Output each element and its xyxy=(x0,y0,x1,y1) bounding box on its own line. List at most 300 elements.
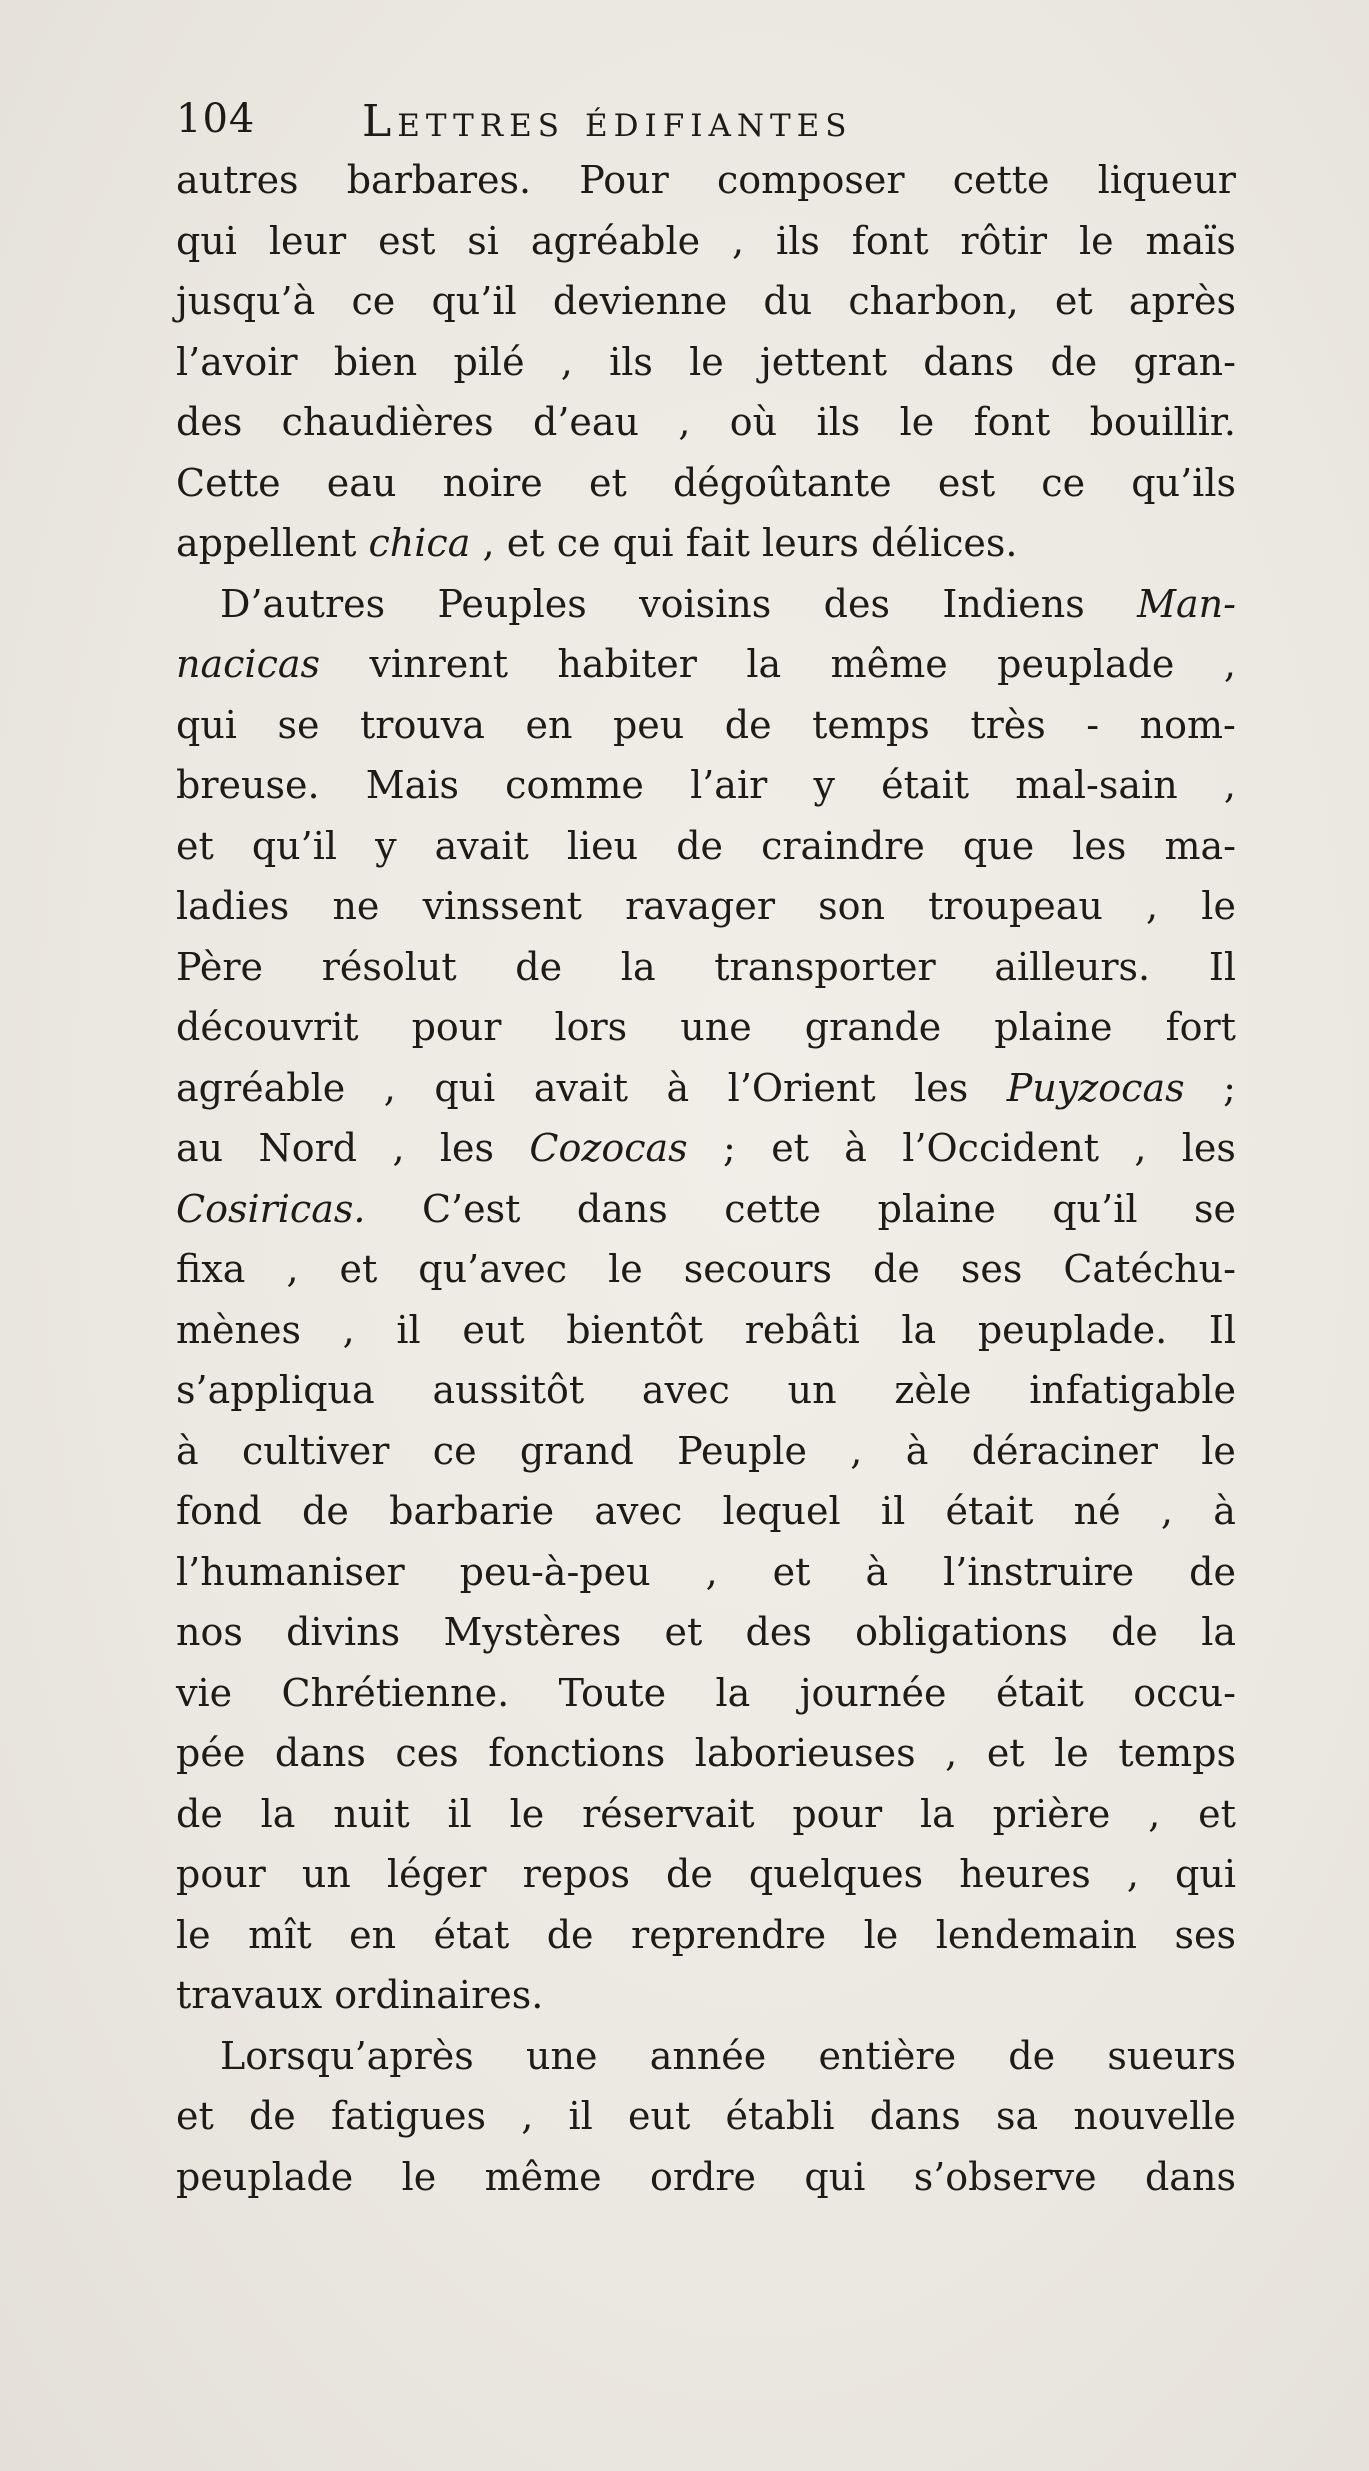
text-line xyxy=(176,1360,1236,1421)
text-line xyxy=(176,2147,1236,2208)
word: plaine xyxy=(877,1186,996,1231)
word: du xyxy=(763,279,813,323)
word: pée xyxy=(176,1731,246,1775)
word: s’appliqua xyxy=(176,1368,375,1412)
word: dans xyxy=(576,1186,668,1231)
word: une xyxy=(526,2033,598,2078)
word: ce xyxy=(1041,460,1086,505)
word: sa xyxy=(995,2094,1039,2138)
word: eut xyxy=(462,1307,525,1352)
text-line xyxy=(176,574,1236,635)
word: gran- xyxy=(1133,339,1236,384)
word: le xyxy=(689,339,724,384)
word: le xyxy=(899,400,935,444)
word: , xyxy=(1223,642,1236,686)
word: avait xyxy=(533,1065,629,1110)
word: les xyxy=(439,1126,495,1170)
word: Il xyxy=(1208,944,1236,989)
word: , xyxy=(732,218,745,263)
word: , xyxy=(678,400,691,444)
word: bouillir. xyxy=(1089,400,1236,444)
word: , xyxy=(392,1126,405,1170)
word: devienne xyxy=(552,279,728,323)
word: et xyxy=(772,1549,811,1594)
word: ils xyxy=(816,400,861,444)
text-line xyxy=(176,1300,1236,1361)
word: grande xyxy=(804,1005,942,1049)
word: , xyxy=(1223,763,1236,807)
word: font xyxy=(851,218,929,263)
word: le xyxy=(1054,1731,1089,1775)
text-line xyxy=(176,271,1236,332)
word: et xyxy=(986,1731,1025,1775)
word: cette xyxy=(952,158,1050,202)
word: font xyxy=(973,400,1051,444)
word: infatigable xyxy=(1029,1368,1236,1412)
word: Chrétienne. xyxy=(281,1670,510,1715)
word: léger xyxy=(386,1852,487,1896)
word: , xyxy=(1126,1852,1139,1896)
text-line xyxy=(176,2026,1236,2087)
word: pour xyxy=(411,1005,502,1049)
word: ce xyxy=(432,1428,477,1473)
word: établi xyxy=(725,2094,835,2138)
word: nos xyxy=(176,1610,243,1654)
word: une xyxy=(680,1005,752,1049)
word: et xyxy=(664,1610,703,1654)
word: et xyxy=(506,521,545,565)
word: était xyxy=(881,763,970,807)
word: le xyxy=(608,1247,643,1291)
word: obligations xyxy=(855,1610,1068,1654)
text-line xyxy=(176,816,1236,877)
word: et xyxy=(339,1247,378,1291)
word: réservait xyxy=(582,1791,755,1836)
word: aussitôt xyxy=(432,1368,585,1412)
word: fait xyxy=(685,521,750,565)
word: charbon, xyxy=(848,279,1019,323)
word: des xyxy=(176,400,243,444)
word: dans xyxy=(1144,2154,1236,2199)
word: ; xyxy=(1223,1065,1236,1110)
word: qu’avec xyxy=(418,1247,568,1291)
word: peu-à-peu xyxy=(459,1549,651,1594)
word: qui xyxy=(176,702,237,747)
word: bientôt xyxy=(566,1307,704,1352)
text-line xyxy=(176,1239,1236,1300)
word: journée xyxy=(799,1670,947,1715)
word: de xyxy=(1111,1610,1158,1654)
word: , xyxy=(945,1731,958,1775)
word: résolut xyxy=(321,944,457,989)
word: le xyxy=(863,1912,899,1957)
word: dans xyxy=(869,2094,961,2138)
word: eau xyxy=(326,460,397,505)
text-line xyxy=(176,1784,1236,1845)
text-line xyxy=(176,1723,1236,1784)
word: , xyxy=(383,1065,396,1110)
word: noire xyxy=(442,460,543,505)
text-line xyxy=(176,211,1236,272)
text-line xyxy=(176,332,1236,393)
word: à xyxy=(1213,1489,1236,1533)
word: chaudières xyxy=(281,400,494,444)
word: l’Occident xyxy=(902,1126,1099,1170)
word: la xyxy=(620,944,656,989)
word: temps xyxy=(812,702,930,747)
word: maïs xyxy=(1145,218,1236,263)
word: un xyxy=(787,1368,837,1412)
word: quelques xyxy=(748,1852,924,1896)
word: dans xyxy=(923,339,1015,384)
word: l’Orient xyxy=(727,1065,876,1110)
word: et xyxy=(1054,279,1093,323)
word: à xyxy=(865,1549,889,1594)
word: y xyxy=(375,823,397,868)
page-number: 104 xyxy=(176,96,256,142)
word: mal-sain xyxy=(1015,763,1178,807)
word: ce xyxy=(351,279,396,323)
word: de xyxy=(515,944,563,989)
word: il xyxy=(568,2094,593,2138)
word: , xyxy=(850,1428,863,1473)
word: de xyxy=(676,823,724,868)
word: d’eau xyxy=(533,400,640,444)
word: , xyxy=(1148,1791,1161,1836)
word: Mystères xyxy=(443,1610,622,1654)
word: après xyxy=(1128,279,1236,323)
word: trouva xyxy=(360,702,485,747)
word: rôtir xyxy=(960,218,1048,263)
word: des xyxy=(745,1610,812,1654)
word: découvrit xyxy=(176,1005,359,1049)
word: qu’il xyxy=(1052,1186,1138,1231)
word: - xyxy=(1086,702,1100,747)
text-line xyxy=(176,1118,1236,1179)
text-line xyxy=(176,1179,1236,1240)
word: avec xyxy=(594,1489,683,1533)
word: dans xyxy=(274,1731,366,1775)
word: avec xyxy=(641,1368,730,1412)
word: à xyxy=(176,1428,199,1473)
word: état xyxy=(433,1912,510,1957)
word: de xyxy=(546,1912,594,1957)
italic-word: Puyzocas xyxy=(1006,1065,1185,1110)
word: divins xyxy=(286,1610,401,1654)
word: son xyxy=(818,884,885,928)
word: que xyxy=(962,823,1035,868)
word: très xyxy=(970,702,1046,747)
word: Nord xyxy=(258,1126,358,1170)
word: avait xyxy=(434,823,529,868)
word: vinrent xyxy=(369,642,508,686)
word: ses xyxy=(1174,1912,1236,1957)
word: il xyxy=(447,1791,472,1836)
word: C’est xyxy=(421,1186,521,1231)
word: en xyxy=(349,1912,397,1957)
word: vie xyxy=(176,1670,233,1715)
word: pour xyxy=(792,1791,883,1836)
word: ce xyxy=(556,521,601,565)
text-line xyxy=(176,1542,1236,1603)
word: cultiver xyxy=(241,1428,390,1473)
word: lendemain xyxy=(935,1912,1137,1957)
word: le xyxy=(509,1791,545,1836)
word: fatigues xyxy=(331,2094,486,2138)
text-line xyxy=(176,1965,1236,2026)
word: et xyxy=(176,823,214,868)
word: ailleurs. xyxy=(994,944,1151,989)
word: fort xyxy=(1165,1005,1236,1049)
word: se xyxy=(1194,1186,1236,1231)
word: était xyxy=(995,1670,1084,1715)
word: les xyxy=(914,1065,969,1110)
word: Cette xyxy=(176,460,281,505)
word: , xyxy=(705,1549,718,1594)
word: Toute xyxy=(558,1670,667,1715)
word: à xyxy=(905,1428,929,1473)
word: est xyxy=(937,460,996,505)
word: leur xyxy=(268,218,347,263)
word: , xyxy=(1134,1126,1147,1170)
word: les xyxy=(1181,1126,1236,1170)
word: zèle xyxy=(894,1368,972,1412)
word: la xyxy=(901,1307,937,1352)
word: même xyxy=(484,2154,602,2199)
word: Catéchu- xyxy=(1063,1247,1236,1291)
word: est xyxy=(378,218,436,263)
body-text xyxy=(176,150,1236,2207)
word: , xyxy=(482,521,495,565)
word: la xyxy=(746,642,782,686)
word: ces xyxy=(395,1731,459,1775)
word: année xyxy=(649,2033,767,2078)
word: cette xyxy=(724,1186,822,1231)
word: mît xyxy=(248,1912,312,1957)
text-line xyxy=(176,1421,1236,1482)
word: de xyxy=(724,702,772,747)
word: repos xyxy=(522,1852,630,1896)
word: de xyxy=(176,1791,223,1836)
word: le xyxy=(1201,1428,1236,1473)
text-line xyxy=(176,755,1236,816)
word: mènes xyxy=(176,1307,301,1352)
word: lors xyxy=(554,1005,628,1049)
word: pour xyxy=(176,1852,266,1896)
word: habiter xyxy=(557,642,697,686)
word: heures xyxy=(959,1852,1091,1896)
word: Pour xyxy=(579,158,669,202)
word: ; xyxy=(723,1126,736,1170)
word: peuplade xyxy=(176,2154,354,2199)
text-line xyxy=(176,1905,1236,1966)
word: , xyxy=(1146,884,1159,928)
word: à xyxy=(666,1065,690,1110)
word: était xyxy=(945,1489,1034,1533)
word: Peuples xyxy=(437,581,587,626)
word: craindre xyxy=(761,823,925,868)
text-line xyxy=(176,1844,1236,1905)
word: fonctions xyxy=(488,1731,666,1775)
word: de xyxy=(1008,2033,1056,2078)
italic-word: Cosiricas. xyxy=(176,1186,366,1231)
text-line xyxy=(176,997,1236,1058)
word: liqueur xyxy=(1097,158,1236,202)
word: nouvelle xyxy=(1073,2094,1236,2138)
word: il xyxy=(396,1307,421,1352)
word: le xyxy=(176,1912,211,1957)
running-title: Lettres édifiantes xyxy=(362,96,853,147)
word: agréable xyxy=(176,1065,346,1110)
word: transporter xyxy=(714,944,936,989)
word: leurs xyxy=(762,521,859,565)
word: occu- xyxy=(1133,1670,1236,1715)
word: l’air xyxy=(690,763,768,807)
word: lieu xyxy=(566,823,639,868)
word: le xyxy=(1201,884,1236,928)
word: même xyxy=(830,642,948,686)
word: se xyxy=(277,702,320,747)
word: voisins xyxy=(639,581,772,626)
word: vinssent xyxy=(422,884,582,928)
text-line xyxy=(176,1058,1236,1119)
text-line xyxy=(176,634,1236,695)
word: qui xyxy=(434,1065,496,1110)
word: plaine xyxy=(994,1005,1113,1049)
word: de xyxy=(666,1852,713,1896)
text-line xyxy=(176,392,1236,453)
word: composer xyxy=(716,158,905,202)
word: qui xyxy=(804,2154,866,2199)
word: où xyxy=(729,400,778,444)
word: D’autres xyxy=(220,581,386,626)
word: ordinaires. xyxy=(334,1973,544,2017)
word: de xyxy=(302,1489,349,1533)
word: l’avoir xyxy=(176,339,298,384)
word: Peuple xyxy=(677,1428,807,1473)
word: secours xyxy=(683,1247,833,1291)
word: peuplade xyxy=(997,642,1175,686)
word: agréable xyxy=(530,218,701,263)
word: bien xyxy=(333,339,418,384)
word: Père xyxy=(176,944,264,989)
word: les xyxy=(1072,823,1127,868)
word: autres xyxy=(176,158,299,202)
word: , xyxy=(1160,1489,1173,1533)
word: déraciner xyxy=(971,1428,1158,1473)
text-line xyxy=(176,937,1236,998)
word: il xyxy=(880,1489,906,1533)
word: qui xyxy=(176,218,237,263)
word: comme xyxy=(505,763,644,807)
word: jusqu’à xyxy=(176,279,316,323)
word: Mais xyxy=(365,763,459,807)
italic-word: nacicas xyxy=(176,642,321,686)
word: de xyxy=(873,1247,920,1291)
word: temps xyxy=(1118,1731,1236,1775)
word: qu’il xyxy=(251,823,338,868)
word: grand xyxy=(519,1428,634,1473)
word: la xyxy=(1201,1610,1236,1654)
page-header xyxy=(176,96,1236,156)
word: reprendre xyxy=(631,1912,827,1957)
word: barbarie xyxy=(389,1489,555,1533)
italic-word: Man- xyxy=(1137,581,1236,626)
word: eut xyxy=(628,2094,691,2138)
word: travaux xyxy=(176,1973,323,2017)
word: à xyxy=(844,1126,867,1170)
word: la xyxy=(260,1791,296,1836)
word: prière xyxy=(992,1791,1111,1836)
word: et xyxy=(589,460,627,505)
word: au xyxy=(176,1126,224,1170)
word: et xyxy=(1198,1791,1236,1836)
word: le xyxy=(401,2154,437,2199)
text-line xyxy=(176,876,1236,937)
word: appellent xyxy=(176,521,357,565)
text-line xyxy=(176,513,1236,574)
word: ladies xyxy=(176,884,290,928)
word: qu’ils xyxy=(1131,460,1236,505)
text-line xyxy=(176,2086,1236,2147)
word: Il xyxy=(1208,1307,1236,1352)
word: dégoûtante xyxy=(672,460,892,505)
word: et xyxy=(176,2094,214,2138)
word: jettent xyxy=(760,339,888,384)
word: la xyxy=(919,1791,955,1836)
text-line xyxy=(176,453,1236,514)
word: ils xyxy=(609,339,653,384)
word: qu’il xyxy=(431,279,517,323)
word: des xyxy=(823,581,890,626)
text-line xyxy=(176,1602,1236,1663)
word: en xyxy=(525,702,573,747)
word: , xyxy=(521,2094,534,2138)
word: ravager xyxy=(625,884,775,928)
word: ses xyxy=(960,1247,1023,1291)
word: fond xyxy=(176,1489,262,1533)
word: né xyxy=(1073,1489,1121,1533)
word: rebâti xyxy=(744,1307,860,1352)
word: de xyxy=(1189,1549,1236,1594)
word: qui xyxy=(1175,1852,1236,1896)
word: Indiens xyxy=(942,581,1085,626)
word: , xyxy=(286,1247,299,1291)
word: y xyxy=(813,763,835,807)
text-line xyxy=(176,150,1236,211)
word: , xyxy=(342,1307,355,1352)
italic-word: chica xyxy=(368,521,471,565)
word: l’humaniser xyxy=(176,1549,405,1594)
word: nuit xyxy=(333,1791,410,1836)
word: s’observe xyxy=(913,2154,1097,2199)
text-line xyxy=(176,1481,1236,1542)
word: la xyxy=(715,1670,751,1715)
word: nom- xyxy=(1139,702,1236,747)
word: ils xyxy=(776,218,820,263)
word: barbares. xyxy=(346,158,532,202)
word: qui xyxy=(612,521,674,565)
word: laborieuses xyxy=(694,1731,916,1775)
word: si xyxy=(467,218,499,263)
word: troupeau xyxy=(928,884,1103,928)
word: pilé xyxy=(453,339,525,384)
word: lequel xyxy=(722,1489,841,1533)
word: peuplade. xyxy=(977,1307,1168,1352)
word: ma- xyxy=(1164,823,1236,868)
word: fixa xyxy=(176,1247,246,1291)
word: de xyxy=(248,2094,296,2138)
